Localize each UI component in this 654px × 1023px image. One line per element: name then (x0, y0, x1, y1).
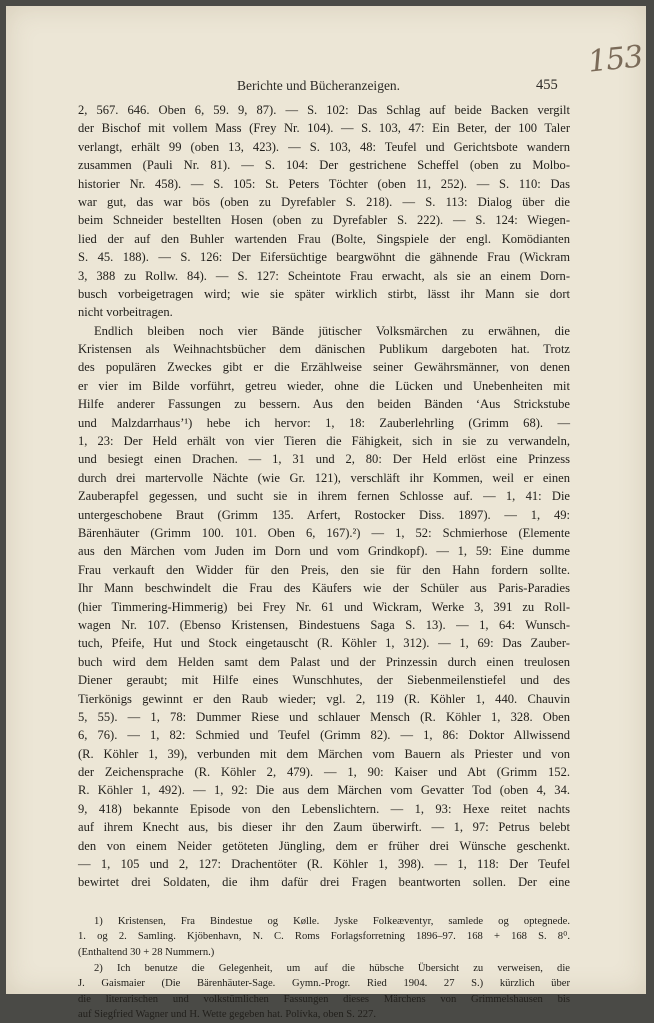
body-line: des populären Zweckes gibt er die Erzählweise seiner Gewährsmänner, von denen (78, 360, 570, 375)
body-line: busch vorbeigetragen wird; wie sie später wirklich stirbt, lässt ihr Mann sie dort (78, 286, 570, 301)
body-line: historier Nr. 458). — S. 105: St. Peters Töchter (oben 11, 252). — S. 110: Das (78, 176, 570, 191)
body-line: nicht vorbeitragen. (78, 305, 173, 320)
body-line: und Malzdarrhaus’¹) hebe ich hervor: 1, 18: Zauberlehrling (Grimm 68). — (78, 415, 570, 430)
body-line: Kristensen als Weihnachtsbücher dem dänischen Publikum dargeboten hat. Trotz (78, 342, 570, 357)
body-line: bewirtet drei Soldaten, die ihm dafür drei Fragen beantworten sollen. Der eine (78, 875, 570, 890)
body-line: 2, 567. 646. Oben 6, 59. 9, 87). — S. 102: Das Schlag auf beide Backen vergilt (78, 103, 570, 117)
body-line: lied der auf den Buhler wartenden Frau (Bolte, Singspiele der engl. Komödianten (78, 231, 570, 246)
footnote-line: (Enthaltend 30 + 28 Nummern.) (78, 946, 215, 958)
body-line: der Bischof mit vollem Mass (Frey Nr. 104). — S. 103, 47: Ein Beter, der 100 Taler (78, 121, 570, 136)
footnote-line: J. Gaismaier (Die Bärenhäuter-Sage. Gymn.-Progr. Ried 1904. 27 S.) kürzlich über (78, 978, 570, 990)
footnote-line: die literarischen und volkstümlichen Fassungen dieses Märchens von Grimmelshausen bis (78, 993, 570, 1005)
body-line: er vier im Bilde vorführt, getreu wieder, ohne die Lücken und Unebenheiten mit (78, 378, 570, 393)
body-line: verlangt, erhält 99 (oben 13, 423). — S. 103, 48: Teufel und Gerichtsbote wandern (78, 139, 570, 154)
body-line: (hier Timmering-Himmerig) bei Frey Nr. 61 und Wickram, Werke 3, 391 zu Roll- (78, 599, 570, 614)
footnote-line: auf Siegfried Wagner und H. Wette gegeben hat. Polívka, oben S. 227. (78, 1009, 376, 1021)
body-line: (R. Köhler 1, 39), verbunden mit dem Märchen vom Bauern als Priester und von (78, 746, 570, 761)
body-line: war gut, das war bös (oben zu Dyrefabler S. 218). — S. 113: Dialog über die (78, 194, 570, 209)
body-line: Ihr Mann beschwindelt die Frau des Käufers wie der Schüler aus Paris-Paradies (78, 581, 570, 596)
body-line: auf ihrem Knecht aus, bis dieser ihr den Zaum überwirft. — 1, 97: Petrus belebt (78, 820, 570, 835)
footnote-line: 1. og 2. Samling. Kjöbenhavn, N. C. Roms Forlagsforretning 1896–97. 168 + 168 S. 8⁰. (78, 931, 570, 943)
footnote-separator (78, 892, 570, 914)
body-line: beim Schneider bestellten Hosen (oben zu Dyrefabler S. 222). — S. 124: Wiegen- (78, 213, 570, 228)
body-line: durch drei martervolle Nächte (wie Gr. 121), verschläft ihr Kommen, weil er einen (78, 470, 570, 485)
body-line: den von einem Neider getöteten Jüngling, dem er früher drei Wünsche geschenkt. (78, 838, 570, 853)
body-line: der Zeichensprache (R. Köhler 2, 479). — 1, 90: Kaiser und Abt (Grimm 152. (78, 765, 570, 780)
footnote-line: 1) Kristensen, Fra Bindestue og Kølle. Jyske Folkeæventyr, samlede og optegnede. (94, 915, 570, 927)
body-line: Bärenhäuter (Grimm 100. 101. Oben 6, 167).²) — 1, 52: Schmierhose (Elemente (78, 525, 570, 540)
body-line: wagen Nr. 107. (Ebenso Kristensen, Bindestuens Saga S. 13). — 1, 64: Wunsch- (78, 617, 570, 632)
body-line: Tierkönigs gewinnt er den Raub wieder; vgl. 2, 119 (R. Köhler 1, 440. Chauvin (78, 691, 570, 706)
body-line: Zauberapfel gegessen, und sucht sie in ihrem fernen Schlosse auf. — 1, 41: Die (78, 489, 570, 504)
body-line: R. Köhler 1, 492). — 1, 92: Die aus dem Märchen vom Gevatter Tod (oben 4, 34. (78, 783, 570, 798)
running-head: Berichte und Bücheranzeigen. (237, 78, 401, 93)
body-line: Diener geraubt; mit Hilfe eines Wunschhutes, der Siebenmeilenstiefel und des (78, 673, 570, 688)
page-number: 455 (536, 77, 558, 93)
body-line: und besiegt einen Drachen. — 1, 31 und 2, 80: Der Held erlöst eine Prinzess (78, 452, 570, 467)
page-text (78, 101, 570, 1023)
body-line: 5, 55). — 1, 78: Dummer Riese und schlauer Mensch (R. Köhler 1, 328. Oben (78, 709, 570, 724)
footnote-line: 2) Ich benutze die Gelegenheit, um auf die hübsche Übersicht zu verweisen, die (94, 962, 570, 974)
body-line: 6, 76). — 1, 82: Schmied und Teufel (Grimm 82). — 1, 86: Doktor Allwissend (78, 728, 570, 743)
body-line: — 1, 105 und 2, 127: Drachentöter (R. Köhler 1, 398). — 1, 118: Der Teufel (78, 857, 570, 872)
body-line: aus den Märchen vom Juden im Dorn und vom Grindkopf). — 1, 59: Eine dumme (78, 544, 570, 559)
body-line: Hilfe anderer Fassungen zu bessern. Aus den beiden Bänden ‘Aus Strickstube (78, 397, 570, 412)
body-line: buch wird dem Helden samt dem Palast und der Prinzessin durch einen treulosen (78, 654, 570, 669)
book-page (6, 6, 646, 1021)
body-line: 9, 418) bekannte Episode von den Lebenslichtern. — 1, 93: Hexe reitet nachts (78, 801, 570, 816)
body-line: untergeschobene Braut (Grimm 135. Arfert, Rostocker Diss. 1897). — 1, 49: (78, 507, 570, 522)
body-line: S. 45. 188). — S. 126: Der Eifersüchtige beargwöhnt die gähnende Frau (Wickram (78, 250, 570, 265)
body-line: 3, 388 zu Rollw. 84). — S. 127: Scheintote Frau erwacht, als sie an einem Dorn- (78, 268, 570, 283)
body-line: zusammen (Pauli Nr. 81). — S. 104: Der gestrichene Scheffel (oben zu Molbo- (78, 158, 570, 173)
body-line: Endlich bleiben noch vier Bände jütischer Volksmärchen zu erwähnen, die (94, 323, 570, 338)
handwritten-folio-number: 153 (586, 39, 644, 80)
body-line: tuch, Pfeife, Hut und Stock eingetauscht (R. Köhler 1, 312). — 1, 69: Das Zauber- (78, 636, 570, 651)
body-line: 1, 23: Der Held erhält von vier Tieren die Fähigkeit, sich in sie zu verwandeln, (78, 434, 570, 449)
body-line: Frau verkauft den Widder für den Preis, den sie für den Hahn fordern sollte. (78, 562, 570, 577)
